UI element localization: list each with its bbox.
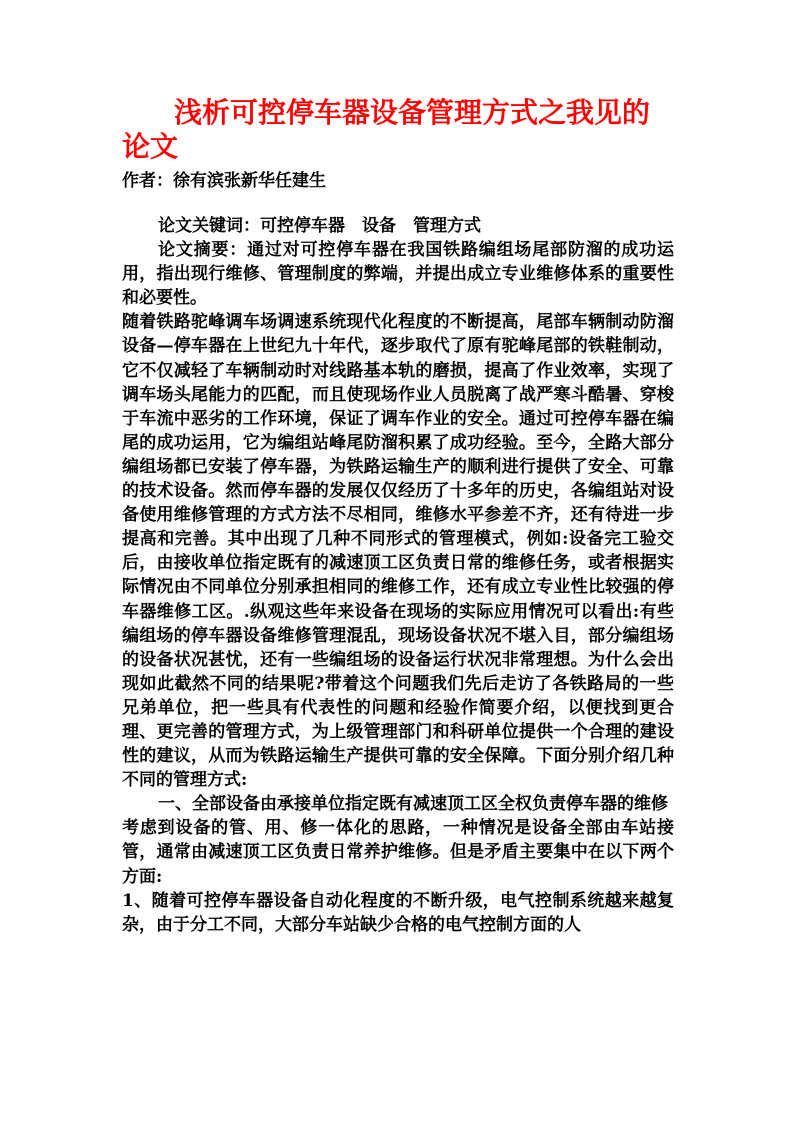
body-paragraph-1: 随着铁路驼峰调车场调速系统现代化程度的不断提高，尾部车辆制动防溜设备—停车器在上世纪九十年代，逐步取代了原有驼峰尾部的铁鞋制动，它不仅减轻了车辆制动时对线路基本轨的磨损，提高了作业效率，实现了调车场头尾能力的匹配，而且使现场作业人员脱离了战严寒斗酷暑、穿梭于车流中恶劣的工作环境，保证了调车作业的安全。通过可控停车器在编尾的成功运用，它为编组站峰尾防溜积累了成功经验。至今，全路大部分编组场都已安装了停车器，为铁路运输生产的顺利进行提供了安全、可靠的技术设备。然而停车器的发展仅仅经历了十多年的历史，各编组站对设备使用维修管理的方式方法不尽相同，维修水平参差不齐，还有待进一步提高和完善。其中出现了几种不同形式的管理模式，例如:设备完工验交后，由接收单位指定既有的减速顶工区负责日常的维修任务，或者根据实际情况由不同单位分别承担相同的维修工作，还有成立专业性比较强的停车器维修工区。.纵观这些年来设备在现场的实际应用情况可以看出:有些编组场的停车器设备维修管理混乱，现场设备状况不堪入目，部分编组场的设备状况甚忧，还有一些编组场的设备运行状况非常理想。为什么会出现如此截然不同的结果呢?带着这个问题我们先后走访了各铁路局的一些兄弟单位，把一些具有代表性的问题和经验作简要介绍，以便找到更合理、更完善的管理方式，为上级管理部门和科研单位提供一个合理的建设性的建议，从而为铁路运输生产提供可靠的安全保障。下面分别介绍几种不同的管理方式: bbox=[122, 312, 674, 791]
keywords-line: 论文关键词：可控停车器 设备 管理方式 bbox=[158, 216, 481, 236]
section-heading-1: 一、全部设备由承接单位指定既有减速顶工区全权负责停车器的维修 bbox=[158, 794, 668, 815]
abstract-paragraph: 论文摘要：通过对可控停车器在我国铁路编组场尾部防溜的成功运用，指出现行维修、管理制度的弊端，并提出成立专业维修体系的重要性和必要性。 bbox=[122, 240, 674, 309]
author-line: 作者：徐有滨张新华任建生 bbox=[122, 171, 326, 191]
document-title: 浅析可控停车器设备管理方式之我见的论文 bbox=[122, 96, 651, 163]
list-item-1: 1、随着可控停车器设备自动化程度的不断升级，电气控制系统越来越复杂，由于分工不同，大部分车站缺少合格的电气控制方面的人 bbox=[122, 890, 674, 935]
body-paragraph-2: 考虑到设备的管、用、修一体化的思路，一种情况是设备全部由车站接管，通常由减速顶工区负责日常养护维修。但是矛盾主要集中在以下两个方面: bbox=[122, 818, 674, 887]
